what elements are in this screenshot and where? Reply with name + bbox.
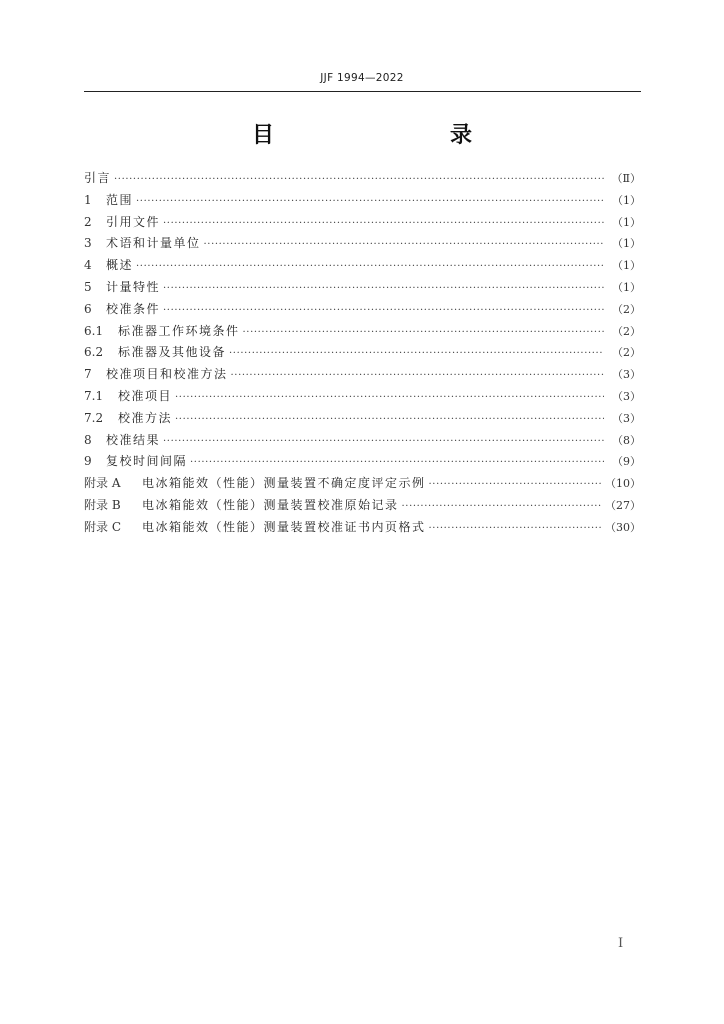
header-divider: [84, 91, 641, 92]
toc-entry-title: 术语和计量单位: [106, 236, 201, 251]
page-number: Ⅰ: [618, 936, 624, 951]
toc-entry-page: （1）: [612, 280, 641, 294]
toc-leader-dots: [190, 452, 604, 474]
toc-entry-title: 标准器及其他设备: [118, 345, 227, 360]
toc-leader-dots: [229, 343, 604, 365]
toc-entry-title: 复校时间间隔: [106, 454, 188, 469]
toc-entry-title: 校准条件: [106, 301, 161, 316]
toc-entry-page: （2）: [612, 302, 641, 316]
toc-entry-2[interactable]: [84, 212, 641, 234]
toc-leader-dots: [114, 169, 604, 191]
toc-entry-9[interactable]: [84, 451, 641, 473]
toc-leader-dots: [175, 409, 604, 431]
toc-leader-dots: [163, 300, 604, 322]
toc-entry-title: 范围: [106, 192, 134, 207]
toc-entry-1[interactable]: [84, 190, 641, 212]
toc-entry-page: （3）: [612, 368, 641, 382]
toc-entry-number: 7: [84, 367, 92, 382]
toc-entry-number: 附录 B: [84, 497, 121, 512]
toc-entry-appendix-c[interactable]: [84, 517, 641, 539]
toc-entry-page: （2）: [612, 346, 641, 360]
toc-leader-dots: [163, 213, 604, 235]
toc-entry-number: 6.2: [84, 345, 104, 360]
toc-entry-6[interactable]: [84, 299, 641, 321]
toc-leader-dots: [429, 518, 602, 540]
standard-code: JJF 1994—2022: [320, 72, 404, 84]
toc-entry-number: 附录 A: [84, 476, 121, 491]
toc-title: 目 录: [251, 123, 516, 148]
toc-entry-title: 电冰箱能效（性能）测量装置不确定度评定示例: [142, 476, 426, 491]
toc-entry-number: 附录 C: [84, 519, 121, 534]
toc-entry-page: （1）: [612, 259, 641, 273]
toc-entry-number: 1: [84, 192, 92, 207]
toc-entry-number: 2: [84, 214, 92, 229]
toc-entry-7[interactable]: [84, 364, 641, 386]
toc-entry-page: （1）: [612, 193, 641, 207]
toc-leader-dots: [402, 496, 602, 518]
toc-entry-3[interactable]: [84, 233, 641, 255]
toc-entry-number: 8: [84, 432, 92, 447]
toc-entry-appendix-b[interactable]: [84, 495, 641, 517]
toc-entry-page: （9）: [612, 455, 641, 469]
toc-entry-page: （27）: [605, 498, 641, 512]
toc-entry-7-1[interactable]: [84, 386, 641, 408]
toc-entry-page: （10）: [605, 477, 641, 491]
toc-entry-title: 电冰箱能效（性能）测量装置校准证书内页格式: [142, 519, 426, 534]
toc-entry-6-1[interactable]: [84, 321, 641, 343]
toc-leader-dots: [136, 191, 604, 213]
toc-entry-number: 7.2: [84, 410, 104, 425]
toc-entry-introduction[interactable]: [84, 168, 641, 190]
toc-entry-number: 4: [84, 258, 92, 273]
toc-leader-dots: [429, 474, 602, 496]
toc-entry-page: （1）: [612, 215, 641, 229]
toc-entry-number: 3: [84, 236, 92, 251]
toc-entry-6-2[interactable]: [84, 342, 641, 364]
toc-entry-number: 9: [84, 454, 92, 469]
toc-entry-title: 校准方法: [118, 410, 173, 425]
toc-entry-title: 校准项目和校准方法: [106, 367, 228, 382]
toc-entry-page: （30）: [605, 520, 641, 534]
toc-entry-title: 概述: [106, 258, 134, 273]
toc-entry-number: 7.1: [84, 388, 104, 403]
toc-leader-dots: [175, 387, 604, 409]
toc-entry-title: 标准器工作环境条件: [118, 323, 240, 338]
toc-entry-number: 6: [84, 301, 92, 316]
toc-entry-title: 引言: [84, 171, 112, 185]
toc-leader-dots: [163, 431, 604, 453]
toc-entry-page: （1）: [612, 237, 641, 251]
toc-entry-appendix-a[interactable]: [84, 473, 641, 495]
toc-entry-title: 计量特性: [106, 279, 161, 294]
toc-entry-number: 5: [84, 279, 92, 294]
toc-entry-page: （3）: [612, 411, 641, 425]
toc-leader-dots: [163, 278, 604, 300]
toc-entry-title: 电冰箱能效（性能）测量装置校准原始记录: [142, 497, 399, 512]
toc-entry-page: （Ⅱ）: [611, 172, 641, 185]
toc-leader-dots: [136, 256, 604, 278]
toc-entry-page: （8）: [612, 433, 641, 447]
toc-leader-dots: [231, 365, 604, 387]
toc-entry-8[interactable]: [84, 430, 641, 452]
toc-leader-dots: [204, 234, 604, 256]
toc-entry-7-2[interactable]: [84, 408, 641, 430]
toc-entry-5[interactable]: [84, 277, 641, 299]
toc-entry-4[interactable]: [84, 255, 641, 277]
toc-entry-page: （3）: [612, 389, 641, 403]
table-of-contents: [84, 168, 641, 539]
toc-entry-title: 引用文件: [106, 214, 161, 229]
toc-entry-title: 校准项目: [118, 388, 173, 403]
toc-entry-title: 校准结果: [106, 432, 161, 447]
toc-entry-page: （2）: [612, 324, 641, 338]
toc-leader-dots: [243, 322, 604, 344]
toc-entry-number: 6.1: [84, 323, 104, 338]
